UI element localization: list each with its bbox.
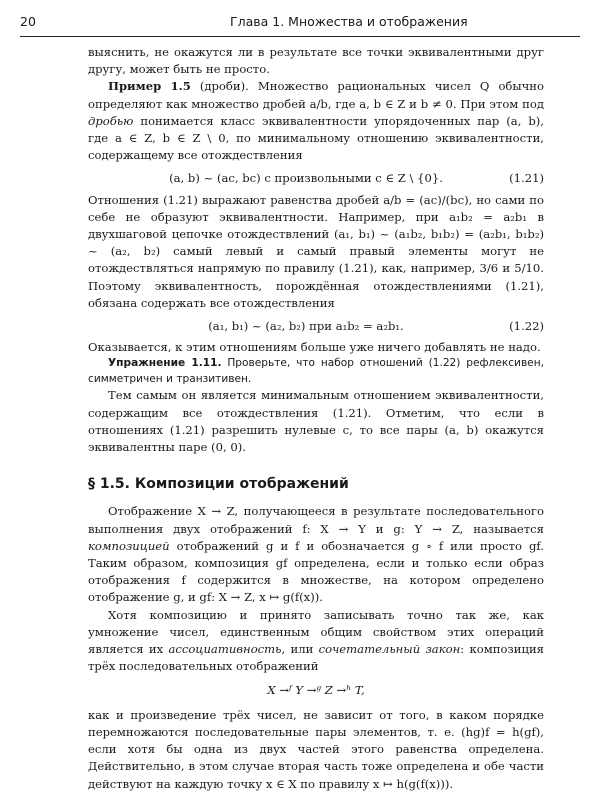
paragraph-relations: Отношения (1.21) выражают равенства дробей a/b = (ac)/(bc), но сами по себе не образуют эквивалентности. Например, при a₁b₂ = a₂b₁ в двухшаговой цепочке отождествлений (a₁, b₁) ~ (a₁b₂, b₁b₂) = (a₂b₁, b₁b₂) ~ (a₂, b₂) самый левый и самый правый элементы могут не отождествляться напрямую по правилу (1.21), как, например, 3/6 и 5/10. Поэтому эквивалентность, порождённая отождествлениями (1.21), обязана содержать все отождествления <box>88 192 544 310</box>
example-title: Пример 1.5 <box>108 79 191 94</box>
composition-text-b: отображений g и f и обозначается g ∘ f или просто gf. Таким образом, композиция gf определена, если и только если образ отображения f содержится в множестве, на котором определено отображение g, и gf: X → Z, x ↦ g(f(x)). <box>88 538 544 605</box>
exercise-title: Упражнение 1.11. <box>108 357 222 370</box>
example-text: (дроби). Множество рациональных чисел Q обычно определяют как множество дробей a/b, где a, b ∈ Z и b ≠ 0. При этом под <box>88 79 545 111</box>
mapping-chain: X →ᶠ Y →ᵍ Z →ʰ T, <box>267 682 365 697</box>
paragraph-minimal: Тем самым он является минимальным отношением эквивалентности, содержащим все отождествления (1.21). Отметим, что если в отношениях (1.21) разрешить нулевые c, то все пары (a, b) окажутся эквивалентны паре (0, 0). <box>88 388 544 455</box>
paragraph-associativity <box>88 607 544 676</box>
assoc-text-a: Хотя композицию и принято записывать точно так же, как умножение чисел, единственным общим свойством этих операций является их <box>88 607 544 657</box>
formula-1-21 <box>88 170 544 187</box>
term-fraction: дробью <box>88 113 134 128</box>
formula-1-22-tag: (1.22) <box>509 319 544 334</box>
term-composition: композицией <box>88 538 170 553</box>
formula-1-22-body: (a₁, b₁) ~ (a₂, b₂) при a₁b₂ = a₂b₁. <box>208 319 404 334</box>
term-associativity: ассоциативность <box>168 642 282 657</box>
paragraph-product-analogy: как и произведение трёх чисел, не зависит от того, в каком порядке перемножаются последовательные пары элементов, т. е. (hg)f = h(gf), если хотя бы одна из двух частей этого равенства определена. Действительно, в этом случае вторая часть тоже определена и обе части действуют на каждую точку x ∈ X по правилу x ↦ h(g(f(x))). <box>88 707 544 791</box>
assoc-text-mid: , или <box>281 642 319 657</box>
running-title: Глава 1. Множества и отображения <box>230 14 468 29</box>
paragraph-conclusion: Оказывается, к этим отношениям больше уже ничего добавлять не надо. <box>88 340 541 355</box>
composition-text-a: Отображение X → Z, получающееся в результате последовательного выполнения двух отображений f: X → Y и g: Y → Z, называется <box>88 504 544 536</box>
formula-1-21-body: (a, b) ~ (ac, bc) с произвольными c ∈ Z \ {0}. <box>169 171 443 186</box>
page-body <box>88 44 544 793</box>
paragraph-continuation: выяснить, не окажутся ли в результате все точки эквивалентными друг другу, может быть не просто. <box>88 45 544 77</box>
example-1-5 <box>88 78 544 164</box>
paragraph-composition-def <box>88 503 544 606</box>
section-heading: § 1.5. Композиции отображений <box>88 476 349 493</box>
page-number: 20 <box>20 14 36 29</box>
exercise-text: Проверьте, что набор отношений (1.22) рефлексивен, симметричен и транзитивен. <box>88 357 544 385</box>
formula-1-22 <box>88 318 544 335</box>
exercise-1-11 <box>88 356 544 387</box>
assoc-text-b: : композиция трёх последовательных отображений <box>88 642 544 674</box>
formula-1-21-tag: (1.21) <box>509 171 544 186</box>
example-text-2: понимается класс эквивалентности упорядоченных пар (a, b), где a ∈ Z, b ∈ Z \ 0, по минимальному отношению эквивалентности, содержащему все отождествления <box>88 113 544 163</box>
running-header <box>20 10 580 37</box>
term-associative-law: сочетательный закон <box>318 642 461 657</box>
